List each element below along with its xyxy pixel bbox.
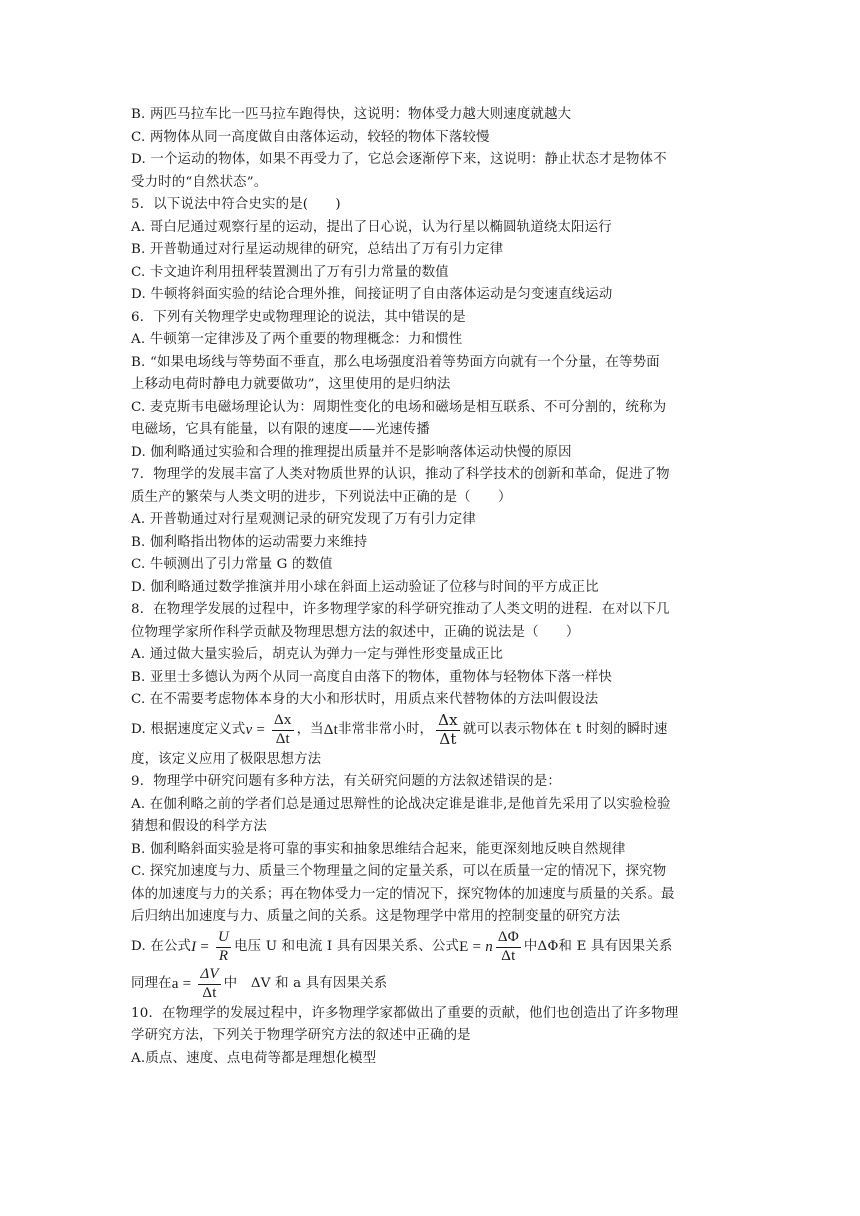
text-line: 上移动电荷时静电力就要做功”，这里使用的是归纳法: [131, 377, 451, 392]
formula-symbol: I: [191, 938, 197, 955]
text-line: A. 哥白尼通过观察行星的运动，提出了日心说，认为行星以椭圆轨道绕太阳运行: [131, 219, 612, 235]
fraction-denominator: Δt: [439, 729, 457, 748]
text-span: 同理在: [131, 975, 172, 991]
text-line: B. “如果电场线与等势面不垂直，那么电场强度沿着等势面方向就有一个分量，在等势面: [131, 354, 660, 370]
text-line: D. 一个运动的物体，如果不再受力了，它总会逐渐停下来，这说明：静止状态才是物体不: [131, 152, 667, 167]
velocity-definition-line: [131, 712, 736, 749]
fraction: [198, 967, 220, 1002]
text-line: C. 牛顿测出了引力常量 G 的数值: [131, 557, 333, 572]
text-span: ，当: [296, 721, 324, 737]
text-line: C. 两物体从同一高度做自由落体运动，较轻的物体下落较慢: [131, 129, 490, 145]
fraction-numerator: Δx: [438, 710, 458, 729]
ohm-formula: [191, 930, 234, 965]
text-span: D. 在公式: [131, 938, 192, 954]
text-span: 中 ΔV 和 a 具有因果关系: [223, 975, 388, 991]
text-span: D. 根据速度定义式: [131, 721, 246, 737]
fraction: [436, 710, 460, 748]
fraction: [272, 713, 294, 748]
fraction: [496, 930, 521, 965]
fraction-denominator: Δt: [501, 947, 516, 964]
text-line: D. 伽利略通过数学推演并用小球在斜面上运动验证了位移与时间的平方成正比: [131, 579, 599, 595]
formula-equals: =: [472, 938, 482, 955]
text-line: D. 伽利略通过实验和合理的推理提出质量并不是影响落体运动快慢的原因: [131, 444, 572, 460]
text-line: 猜想和假设的科学方法: [131, 819, 267, 834]
text-line: B. 伽利略斜面实验是将可靠的事实和抽象思维结合起来，能更深刻地反映自然规律: [131, 841, 626, 857]
formula-symbol: E: [459, 938, 469, 955]
question-10-stem: 10．在物理学的发展过程中，许多物理学家都做出了重要的贡献，他们也创造出了许多物理: [131, 1005, 679, 1021]
question-5-stem: 5．以下说法中符合史实的是( ): [131, 197, 341, 212]
text-span: 电压 U 和电流 I 具有因果关系、公式: [234, 938, 460, 954]
text-line: A. 开普勒通过对行星观测记录的研究发现了万有引力定律: [131, 512, 476, 527]
text-line: A.质点、速度、点电荷等都是理想化模型: [131, 1050, 377, 1066]
text-line: 后归纳出加速度与力、质量之间的关系。这是物理学中常用的控制变量的研究方法: [131, 909, 621, 924]
document-body: [131, 104, 736, 1070]
text-line: 位物理学家所作科学贡献及物理思想方法的叙述中，正确的说法是（ ）: [131, 624, 580, 640]
text-line: C. 在不需要考虑物体本身的大小和形状时，用质点来代替物体的方法叫假设法: [131, 692, 599, 707]
velocity-formula: [246, 713, 297, 748]
formula-equals: =: [182, 975, 192, 992]
text-line: 受力时的“自然状态”。: [131, 174, 268, 190]
text-line: A. 牛顿第一定律涉及了两个重要的物理概念：力和惯性: [131, 332, 463, 347]
question-8-stem: 8．在物理学发展的过程中，许多物理学家的科学研究推动了人类文明的进程．在对以下几: [131, 602, 670, 617]
question-9-stem: 9．物理学中研究问题有多种方法，有关研究问题的方法叙述错误的是：: [131, 774, 562, 789]
acceleration-formula: [172, 967, 224, 1002]
fraction: [216, 930, 231, 965]
acceleration-formula-line: [131, 966, 736, 1003]
text-line: 体的加速度与力的关系；再在物体受力一定的情况下，探究物体的加速度与质量的关系。最: [131, 886, 675, 902]
formula-symbol: a: [171, 975, 179, 992]
text-line: D. 牛顿将斜面实验的结论合理外推，间接证明了自由落体运动是匀变速直线运动: [131, 287, 613, 302]
text-line: B. 亚里士多德认为两个从同一高度自由落下的物体，重物体与轻物体下落一样快: [131, 669, 613, 685]
formula-symbol: Δt: [323, 721, 338, 738]
text-line: C. 卡文迪许利用扭秤装置测出了万有引力常量的数值: [131, 264, 449, 280]
fraction-numerator: ΔΦ: [496, 930, 521, 948]
causality-formula-line: [131, 929, 736, 966]
text-line: A. 通过做大量实验后，胡克认为弹力一定与弹性形变量成正比: [131, 647, 504, 662]
fraction-denominator: Δt: [275, 730, 290, 747]
formula-equals: =: [256, 721, 266, 738]
fraction-numerator: Δx: [272, 713, 294, 731]
faraday-formula: [459, 930, 524, 965]
text-line: B. 两匹马拉车比一匹马拉车跑得快，这说明：物体受力越大则速度就越大: [131, 107, 572, 122]
formula-symbol: n: [485, 938, 493, 955]
text-line: A. 在伽利略之前的学者们总是通过思辩性的论战决定谁是谁非,是他首先采用了以实验检验: [131, 796, 671, 812]
text-span: 非常非常小时，: [338, 721, 434, 737]
text-line: 质生产的繁荣与人类文明的进步，下列说法中正确的是（ ）: [131, 489, 512, 505]
fraction-denominator: Δt: [202, 984, 217, 1001]
text-span: 中ΔΦ和 E 具有因果关系: [523, 938, 673, 954]
text-line: B. 开普勒通过对行星运动规律的研究，总结出了万有引力定律: [131, 242, 504, 257]
text-span: 就可以表示物体在 t 时刻的瞬时速: [462, 721, 668, 737]
text-line: B. 伽利略指出物体的运动需要力来维持: [131, 534, 368, 550]
fraction-numerator: ΔV: [198, 967, 220, 985]
question-6-stem: 6．下列有关物理学史或物理理论的说法，其中错误的是: [131, 309, 466, 325]
fraction-denominator: R: [218, 947, 229, 964]
text-line: 度，该定义应用了极限思想方法: [131, 751, 322, 767]
text-line: 电磁场，它具有能量，以有限的速度——光速传播: [131, 422, 430, 437]
text-line: C. 麦克斯韦电磁场理论认为：周期性变化的电场和磁场是相互联系、不可分割的，统称为: [131, 399, 667, 415]
question-7-stem: 7．物理学的发展丰富了人类对物质世界的认识，推动了科学技术的创新和革命，促进了物: [131, 467, 670, 482]
text-line: C. 探究加速度与力、质量三个物理量之间的定量关系，可以在质量一定的情况下，探究物: [131, 864, 667, 879]
formula-equals: =: [200, 938, 210, 955]
fraction-numerator: U: [216, 930, 231, 948]
formula-symbol: v: [245, 721, 253, 738]
text-line: 学研究方法，下列关于物理学研究方法的叙述中正确的是: [131, 1028, 471, 1043]
